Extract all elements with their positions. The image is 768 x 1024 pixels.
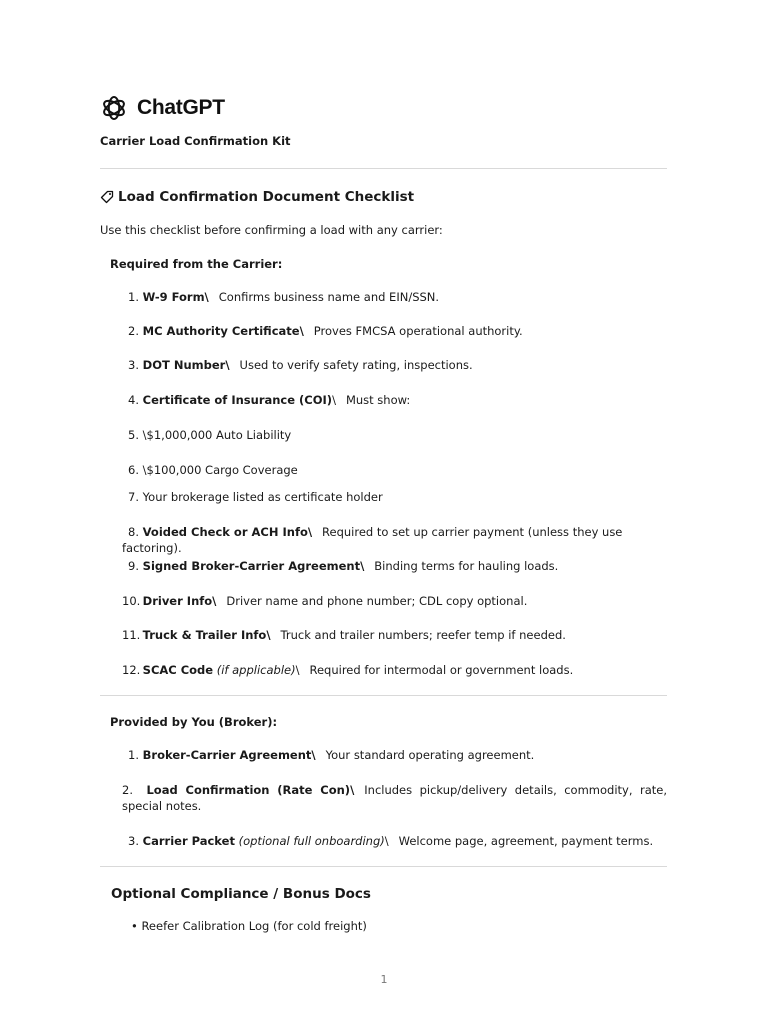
checklist-intro: Use this checklist before confirming a load with any carrier: (100, 223, 443, 237)
list-item-number: 3. (128, 834, 139, 848)
list-item-description: Used to verify safety rating, inspections. (239, 358, 473, 372)
list-item-number: 6. (128, 463, 139, 477)
list-item-number: 1. (128, 290, 139, 304)
bullet-dot-icon: • (131, 919, 142, 933)
list-item (122, 289, 667, 305)
list-item-title: MC Authority Certificate\ (142, 324, 304, 338)
list-item-number: 8. (128, 525, 139, 539)
list-item-description: Welcome page, agreement, payment terms. (398, 834, 654, 848)
list-item-description: Proves FMCSA operational authority. (313, 324, 523, 338)
list-item-title: Broker-Carrier Agreement\ (142, 748, 316, 762)
list-item (122, 782, 667, 814)
checklist-title-text: Load Confirmation Document Checklist (118, 189, 415, 205)
document-subtitle: Carrier Load Confirmation Kit (100, 134, 291, 148)
list-item (122, 627, 667, 643)
checklist-title (100, 189, 414, 205)
list-item-number: 5. (128, 428, 139, 442)
divider (100, 168, 667, 169)
list-item-title: Driver Info\ (142, 594, 217, 608)
list-item-trailer: \ (332, 393, 336, 407)
list-item-title: SCAC Code (142, 663, 214, 677)
list-item (122, 558, 667, 574)
list-item-number: 4. (128, 393, 139, 407)
list-item-title: DOT Number\ (142, 358, 230, 372)
bullet-item (131, 919, 367, 933)
list-item (122, 524, 667, 556)
list-item-title: Load Confirmation (Rate Con)\ (146, 783, 355, 797)
list-item-qualifier: (optional full onboarding) (238, 834, 385, 848)
list-item-title: Voided Check or ACH Info\ (142, 525, 313, 539)
list-item-description: Includes pickup/delivery details, commodity, rate, special notes. (122, 783, 667, 813)
bullet-text: Reefer Calibration Log (for cold freight) (141, 919, 367, 933)
list-item-number: 9. (128, 559, 139, 573)
list-item (122, 662, 667, 678)
list-item (122, 833, 667, 849)
list-item (122, 392, 667, 408)
list-item-title: W-9 Form\ (142, 290, 209, 304)
list-item-title: Certificate of Insurance (COI) (142, 393, 333, 407)
list-item-number: 12. (122, 663, 141, 677)
list-item-qualifier: (if applicable) (216, 663, 296, 677)
list-item-number: 2. (128, 324, 139, 338)
list-item (122, 489, 667, 505)
list-item-description: Required for intermodal or government loads. (309, 663, 574, 677)
page-number: 1 (380, 973, 388, 986)
optional-title: Optional Compliance / Bonus Docs (111, 886, 371, 902)
list-item-description: Binding terms for hauling loads. (374, 559, 559, 573)
list-item (122, 593, 667, 609)
list-item-number: 10. (122, 594, 141, 608)
list-item-title: Signed Broker-Carrier Agreement\ (142, 559, 365, 573)
divider (100, 866, 667, 867)
list-item-description: Your brokerage listed as certificate holder (142, 490, 383, 504)
list-item-description: Required to set up carrier payment (unless they use factoring). (122, 525, 623, 555)
list-item-number: 1. (128, 748, 139, 762)
list-item (122, 747, 667, 763)
openai-logo-icon (100, 94, 128, 122)
list-item-number: 3. (128, 358, 139, 372)
list-item (122, 427, 667, 443)
list-item-description: Truck and trailer numbers; reefer temp if needed. (280, 628, 566, 642)
list-item-title: Carrier Packet (142, 834, 235, 848)
list-item (122, 357, 667, 373)
brand-name: ChatGPT (137, 96, 225, 119)
list-item-description: Confirms business name and EIN/SSN. (218, 290, 440, 304)
broker-heading: Provided by You (Broker): (110, 715, 278, 729)
carrier-heading: Required from the Carrier: (110, 257, 283, 271)
list-item (122, 462, 667, 478)
list-item-description: Must show: (345, 393, 411, 407)
list-item-trailer: \ (295, 663, 300, 677)
list-item-number: 11. (122, 628, 141, 642)
list-item-description: Driver name and phone number; CDL copy optional. (226, 594, 528, 608)
list-item-trailer: \ (384, 834, 389, 848)
divider (100, 695, 667, 696)
brand-header (100, 94, 225, 122)
list-item-number: 2. (122, 783, 133, 797)
list-item-title: Truck & Trailer Info\ (142, 628, 271, 642)
tag-icon (100, 190, 114, 204)
list-item-number: 7. (128, 490, 139, 504)
list-item-description: Your standard operating agreement. (325, 748, 535, 762)
list-item-description: \$1,000,000 Auto Liability (142, 428, 292, 442)
list-item (122, 323, 667, 339)
list-item-description: \$100,000 Cargo Coverage (142, 463, 298, 477)
